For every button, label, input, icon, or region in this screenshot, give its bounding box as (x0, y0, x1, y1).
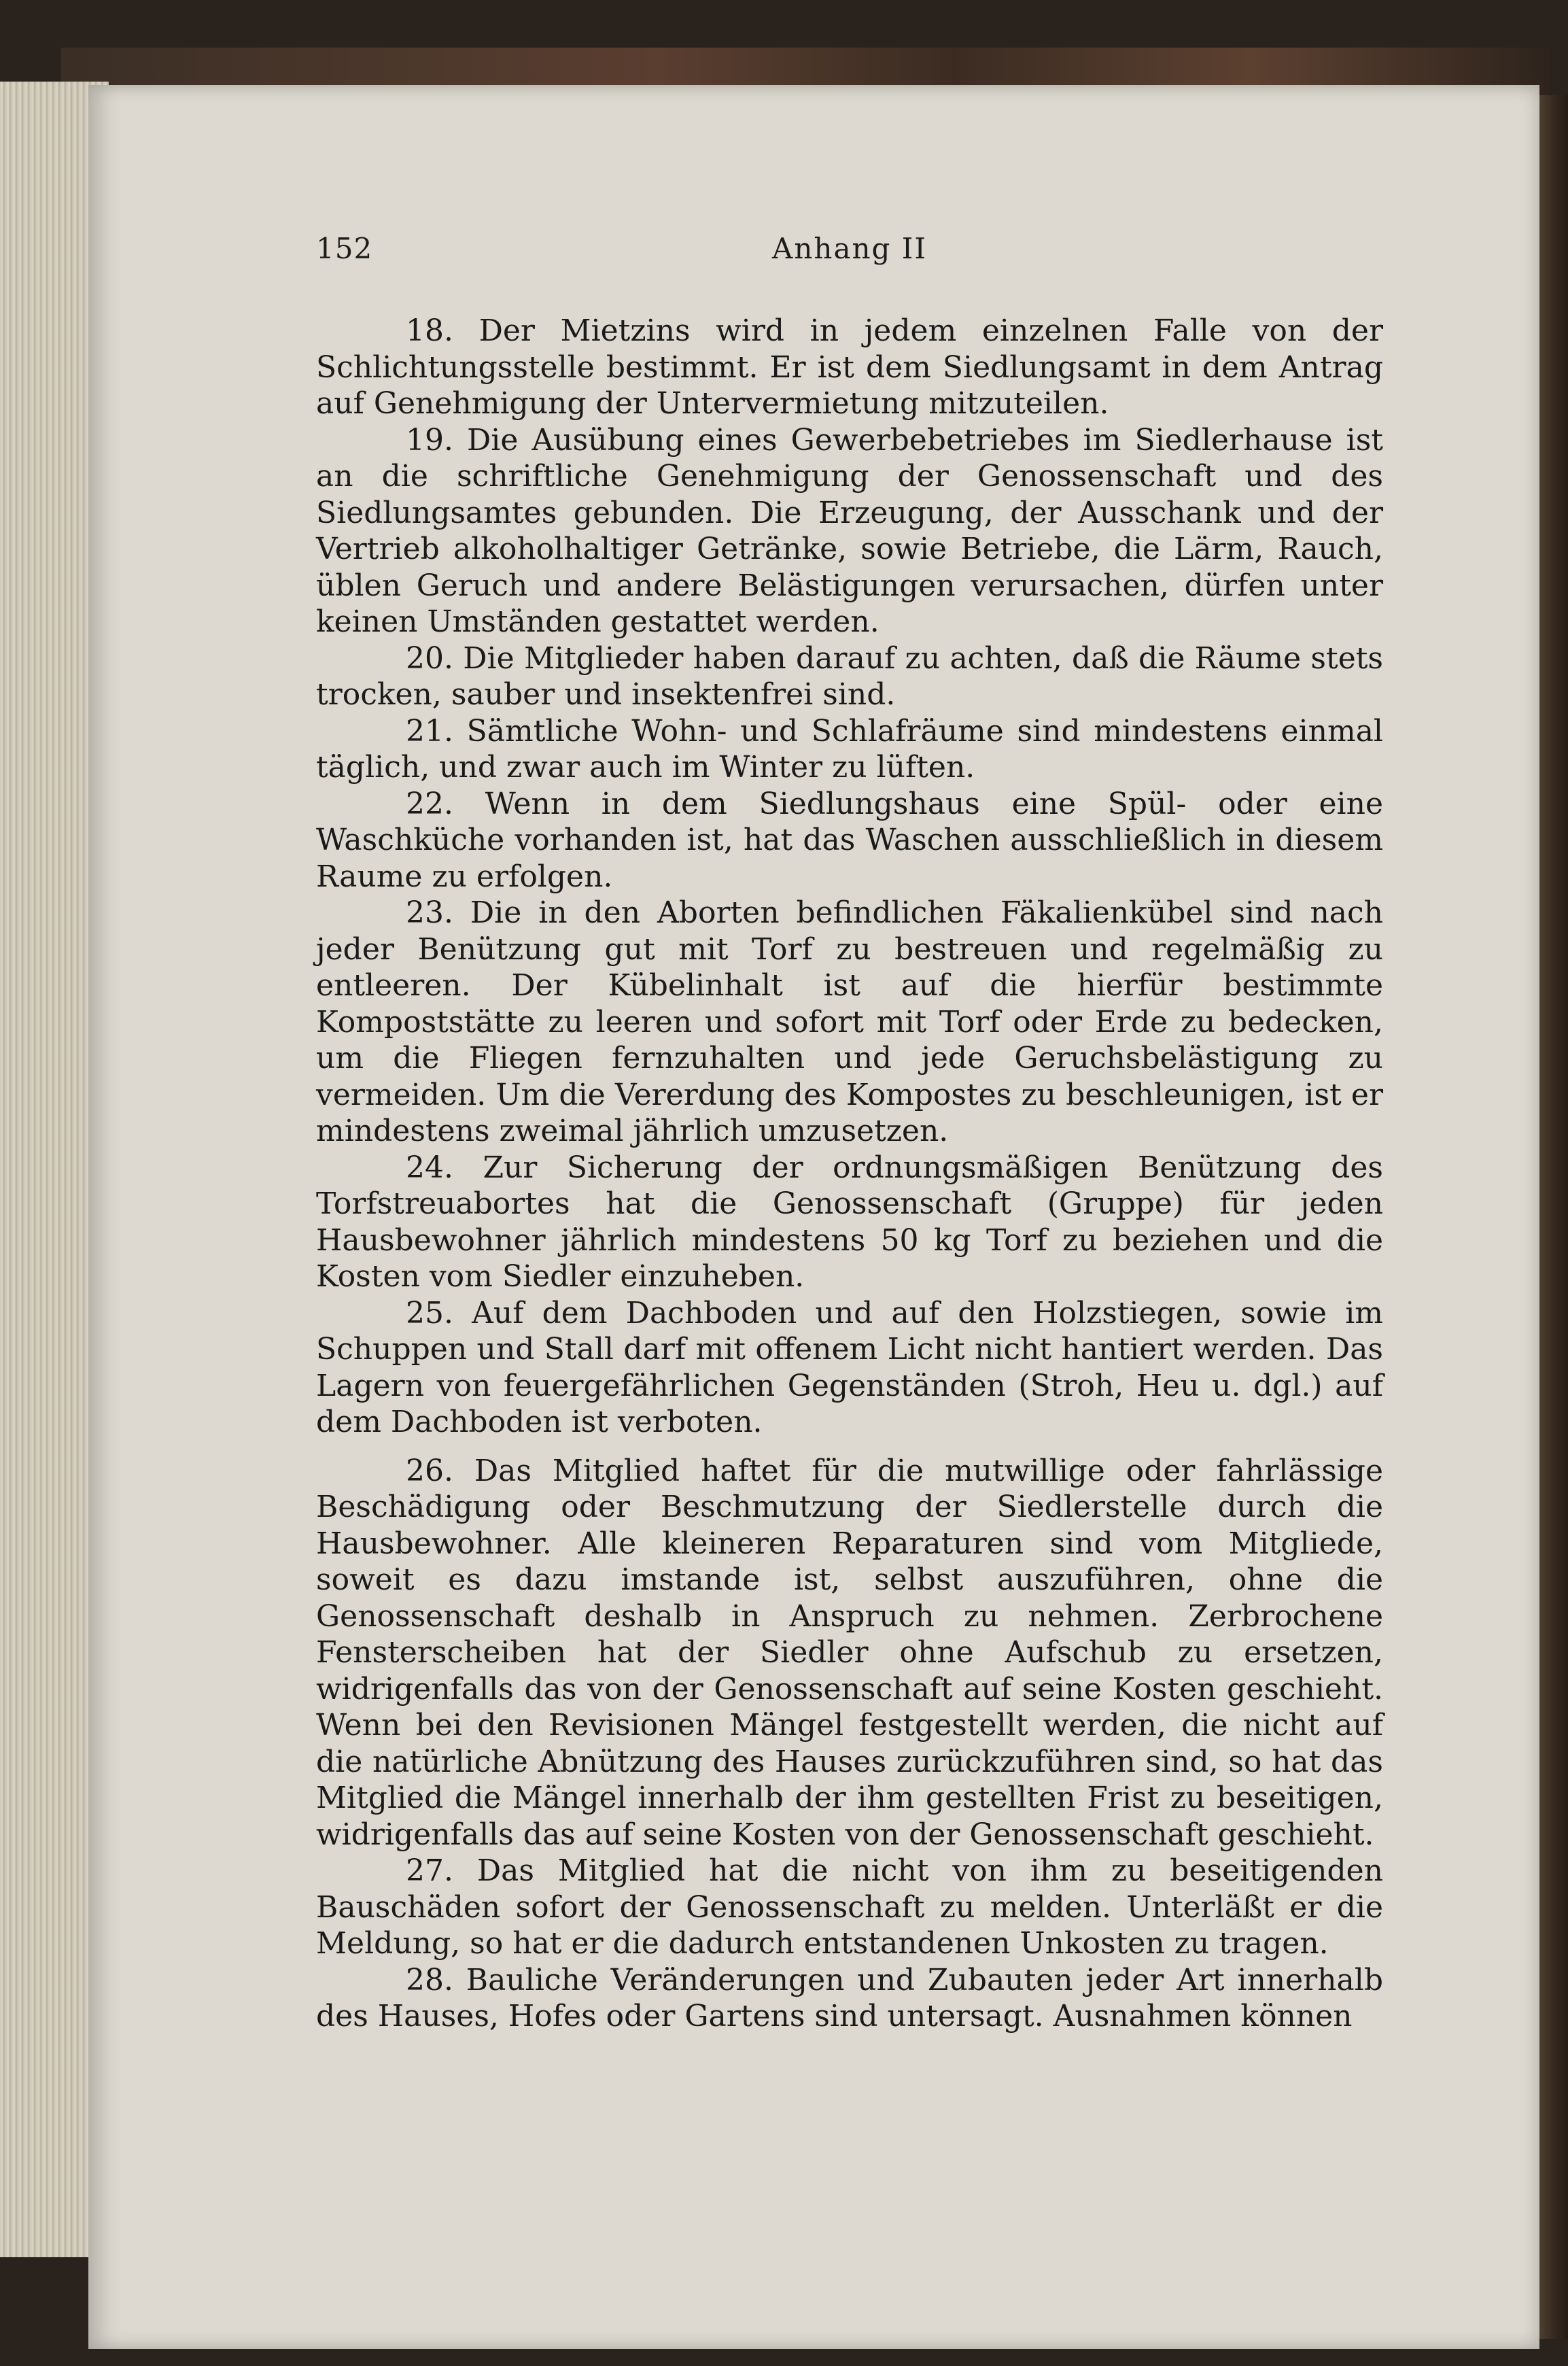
body-text (316, 313, 1383, 2035)
paragraph-26: 26. Das Mitglied haftet für die mutwillige oder fahrlässige Beschädigung oder Beschmutzung der Siedlerstelle durch die Hausbewohner. Alle kleineren Reparaturen sind vom Mitgliede, soweit es dazu imstande ist, selbst auszuführen, ohne die Genossenschaft deshalb in Anspruch zu nehmen. Zerbrochene Fensterscheiben hat der Siedler ohne Aufschub zu ersetzen, widrigenfalls das von der Genossenschaft auf seine Kosten geschieht. Wenn bei den Revisionen Mängel festgestellt werden, die nicht auf die natürliche Abnützung des Hauses zurückzuführen sind, so hat das Mitglied die Mängel innerhalb der ihm gestellten Frist zu beseitigen, widrigenfalls das auf seine Kosten von der Genossenschaft geschieht. (316, 1453, 1383, 1852)
paragraph-20: 20. Die Mitglieder haben darauf zu achten, daß die Räume stets trocken, sauber und insektenfrei sind. (316, 640, 1383, 712)
paragraph-28: 28. Bauliche Veränderungen und Zubauten jeder Art innerhalb des Hauses, Hofes oder Gartens sind untersagt. Ausnahmen können (316, 1962, 1383, 2034)
paragraph-23: 23. Die in den Aborten befindlichen Fäkalienkübel sind nach jeder Benützung gut mit Torf zu bestreuen und regelmäßig zu entleeren. Der Kübelinhalt ist auf die hierfür bestimmte Kompoststätte zu leeren und sofort mit Torf oder Erde zu bedecken, um die Fliegen fernzuhalten und jede Geruchsbelästigung zu vermeiden. Um die Vererdung des Kompostes zu beschleunigen, ist er mindestens zweimal jährlich umzusetzen. (316, 895, 1383, 1148)
paragraph-22: 22. Wenn in dem Siedlungshaus eine Spül- oder eine Waschküche vorhanden ist, hat das Waschen ausschließlich in diesem Raume zu erfolgen. (316, 786, 1383, 894)
paragraph-18: 18. Der Mietzins wird in jedem einzelnen Falle von der Schlichtungsstelle bestimmt. Er ist dem Siedlungsamt in dem Antrag auf Genehmigung der Untervermietung mitzuteilen. (316, 313, 1383, 421)
running-head: Anhang II (772, 232, 927, 265)
paragraph-24: 24. Zur Sicherung der ordnungsmäßigen Benützung des Torfstreuabortes hat die Genossenschaft (Gruppe) für jeden Hausbewohner jährlich mindestens 50 kg Torf zu beziehen und die Kosten vom Siedler einzuheben. (316, 1150, 1383, 1294)
paragraph-19: 19. Die Ausübung eines Gewerbebetriebes im Siedlerhause ist an die schriftliche Genehmigung der Genossenschaft und des Siedlungsamtes gebunden. Die Erzeugung, der Ausschank und der Vertrieb alkoholhaltiger Getränke, sowie Betriebe, die Lärm, Rauch, üblen Geruch und andere Belästigungen verursachen, dürfen unter keinen Umständen gestattet werden. (316, 422, 1383, 639)
paragraph-21: 21. Sämtliche Wohn- und Schlafräume sind mindestens einmal täglich, und zwar auch im Winter zu lüften. (316, 713, 1383, 785)
paragraph-25: 25. Auf dem Dachboden und auf den Holzstiegen, sowie im Schuppen und Stall darf mit offenem Licht nicht hantiert werden. Das Lagern von feuergefährlichen Gegenständen (Stroh, Heu u. dgl.) auf dem Dachboden ist verboten. (316, 1295, 1383, 1439)
page-number: 152 (316, 232, 373, 265)
page-header (316, 228, 1383, 282)
paragraph-27: 27. Das Mitglied hat die nicht von ihm zu beseitigenden Bauschäden sofort der Genossenschaft zu melden. Unterläßt er die Meldung, so hat er die dadurch entstandenen Unkosten zu tragen. (316, 1853, 1383, 1961)
